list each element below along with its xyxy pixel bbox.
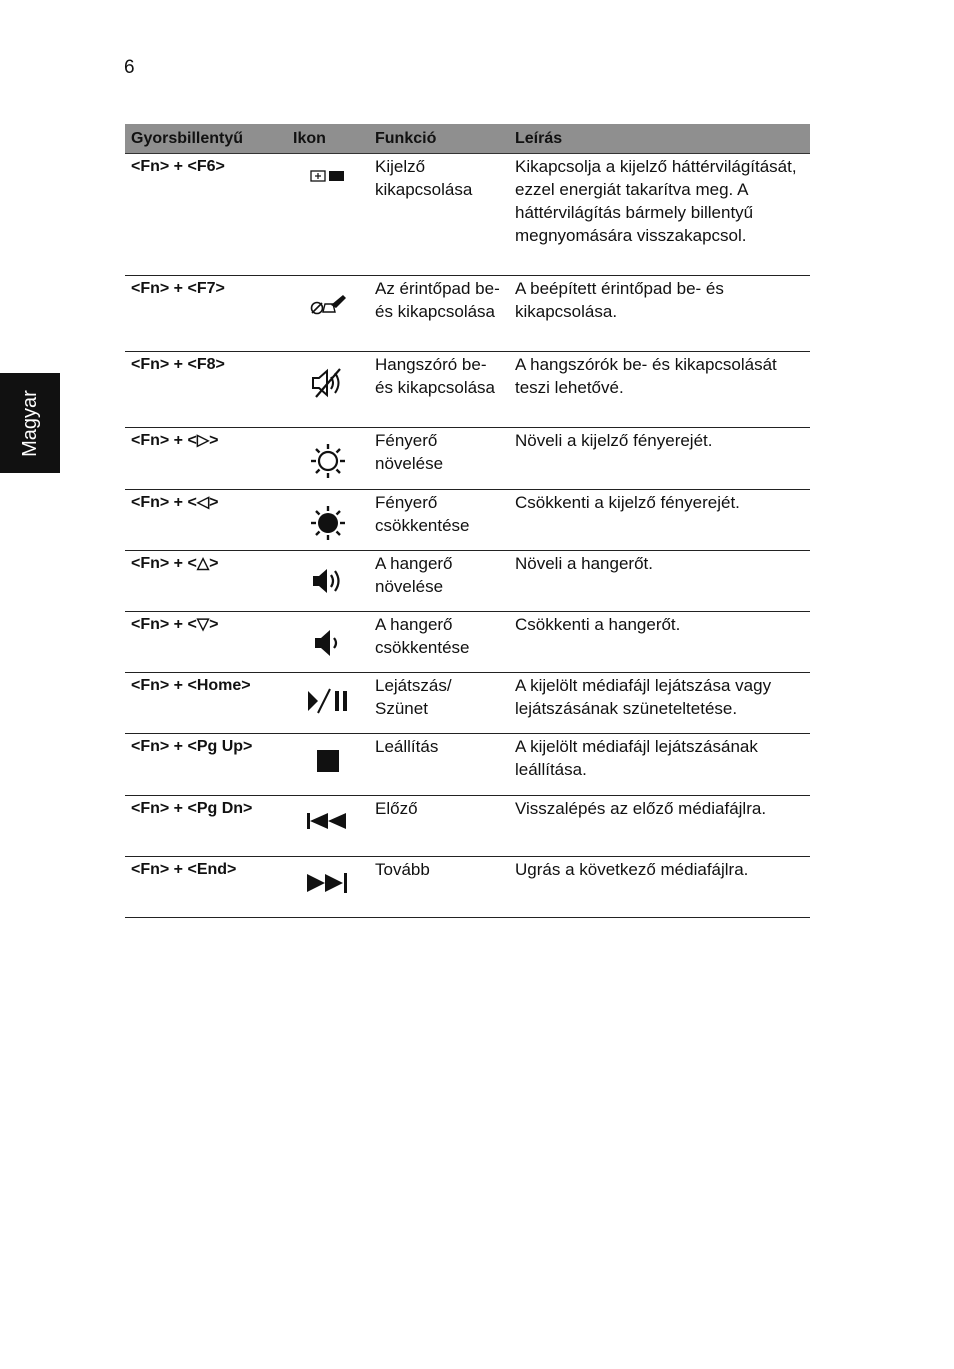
hotkey-cell: <Fn> + <▷> [125,428,287,490]
display-off-icon [287,154,369,276]
description-cell: A kijelölt médiafájl lejátszása vagy lejátszásának szüneteltetése. [509,673,810,734]
function-cell: A hangerő növelése [369,551,509,612]
table-row [125,154,810,276]
play-pause-icon [287,673,369,734]
volume-up-icon [287,551,369,612]
hotkey-cell: <Fn> + <F8> [125,352,287,428]
table-row [125,734,810,796]
stop-icon [287,734,369,796]
header-function: Funkció [369,124,509,154]
brightness-down-icon [287,490,369,551]
description-cell: Csökkenti a kijelző fényerejét. [509,490,810,551]
table-row [125,352,810,428]
description-cell: Növeli a kijelző fényerejét. [509,428,810,490]
header-icon: Ikon [287,124,369,154]
function-cell: Leállítás [369,734,509,796]
table-row [125,490,810,551]
previous-icon [287,796,369,857]
speaker-toggle-icon [287,352,369,428]
description-cell: Ugrás a következő médiafájlra. [509,857,810,918]
table-row [125,276,810,352]
function-cell: Hangszóró be- és kikapcsolása [369,352,509,428]
table-row [125,551,810,612]
function-cell: Fényerő növelése [369,428,509,490]
next-icon [287,857,369,918]
header-key: Gyorsbillentyű [125,124,287,154]
hotkey-cell: <Fn> + <Home> [125,673,287,734]
function-cell: Az érintőpad be- és kikapcsolása [369,276,509,352]
description-cell: A beépített érintőpad be- és kikapcsolása. [509,276,810,352]
language-side-tab [0,373,60,473]
page-number: 6 [124,57,135,78]
hotkey-table [125,124,810,918]
volume-down-icon [287,612,369,673]
hotkey-cell: <Fn> + <F6> [125,154,287,276]
function-cell: Fényerő csökkentése [369,490,509,551]
touchpad-toggle-icon [287,276,369,352]
description-cell: Csökkenti a hangerőt. [509,612,810,673]
description-cell: Visszalépés az előző médiafájlra. [509,796,810,857]
function-cell: A hangerő csökkentése [369,612,509,673]
table-row [125,796,810,857]
function-cell: Tovább [369,857,509,918]
table-row [125,428,810,490]
function-cell: Előző [369,796,509,857]
hotkey-cell: <Fn> + <F7> [125,276,287,352]
table-row [125,857,810,918]
brightness-up-icon [287,428,369,490]
table-header-row [125,124,810,154]
hotkey-cell: <Fn> + <▽> [125,612,287,673]
header-description: Leírás [509,124,810,154]
description-cell: Növeli a hangerőt. [509,551,810,612]
function-cell: Lejátszás/ Szünet [369,673,509,734]
table-row [125,673,810,734]
hotkey-cell: <Fn> + <Pg Dn> [125,796,287,857]
function-cell: Kijelző kikapcsolása [369,154,509,276]
hotkey-cell: <Fn> + <◁> [125,490,287,551]
hotkey-cell: <Fn> + <△> [125,551,287,612]
language-side-tab-label: Magyar [18,389,41,457]
description-cell: Kikapcsolja a kijelző háttérvilágítását, ezzel energiát takarítva meg. A háttérvilágítás bármely billentyű megnyomására visszakapcsol. [509,154,810,276]
hotkey-cell: <Fn> + <End> [125,857,287,918]
hotkey-cell: <Fn> + <Pg Up> [125,734,287,796]
table-row [125,612,810,673]
description-cell: A hangszórók be- és kikapcsolását teszi lehetővé. [509,352,810,428]
description-cell: A kijelölt médiafájl lejátszásának leállítása. [509,734,810,796]
